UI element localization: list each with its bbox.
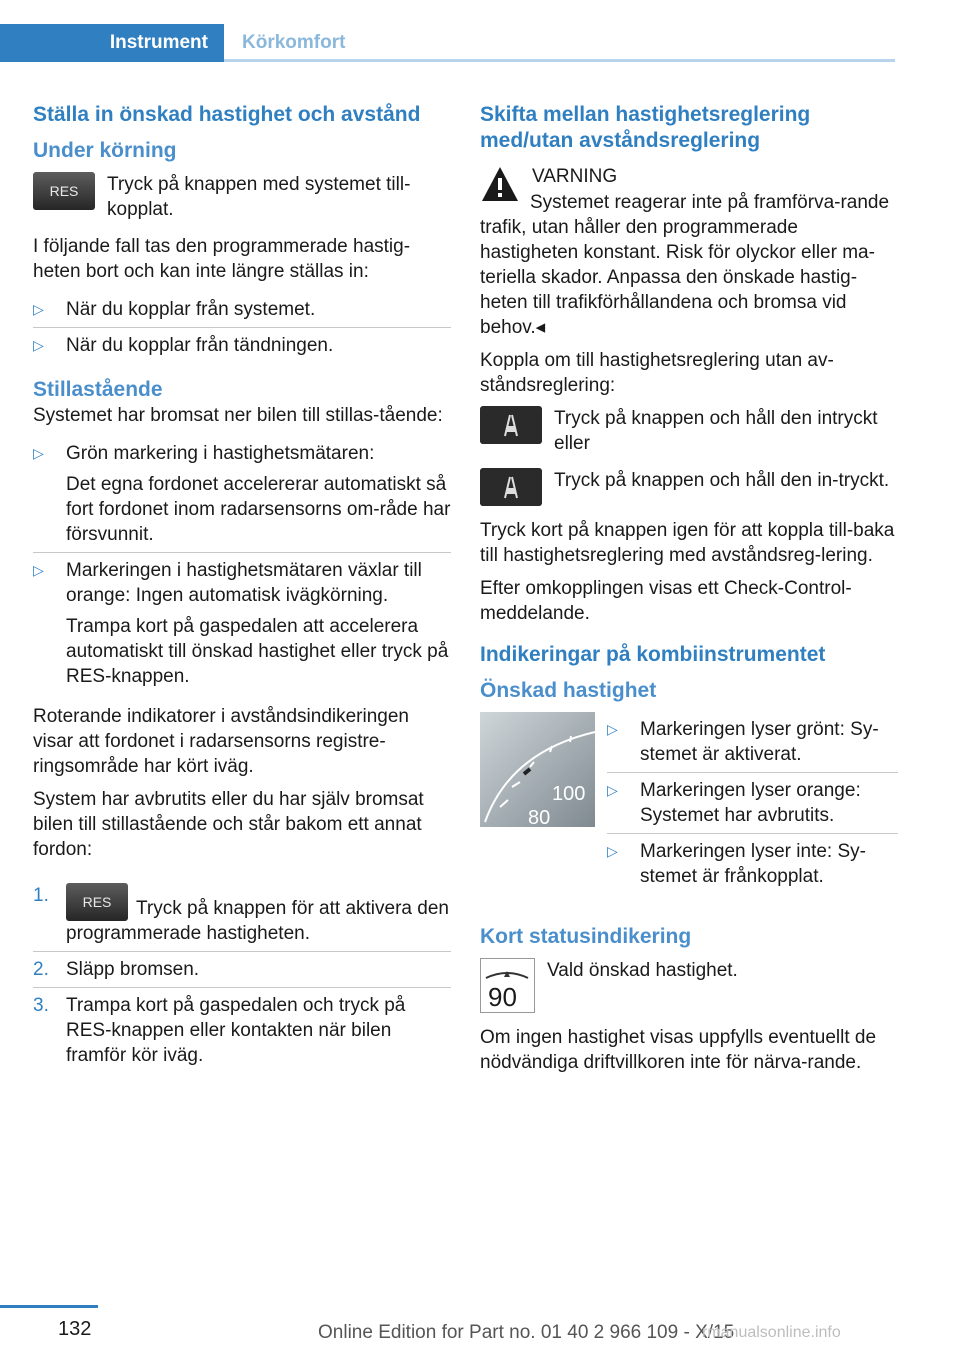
button-instruction-text: Tryck på knappen och håll den intryckt eller [554,408,878,454]
subsection-under-korning: Under körning [33,139,177,162]
bullet-list [33,436,451,694]
subsection-onskad-hastighet: Önskad hastighet [480,679,657,702]
numbered-list [33,878,451,1073]
list-item: ▷ När du kopplar från tändningen. [33,335,334,356]
header-tabs [0,24,895,62]
list-item: 2. Släpp bromsen. [33,952,451,988]
watermark: rmanualsonline.info [702,1324,841,1341]
paragraph: Efter omkopplingen visas ett Check-Control-meddelande. [480,578,852,624]
section-title: Ställa in önskad hastighet och avstånd [33,103,421,126]
paragraph: I följande fall tas den programmerade hastig-heten bort och kan inte längre ställas in: [33,236,411,282]
paragraph: Roterande indikatorer i avståndsindikeringen visar att fordonet i radarsensorns registre-ringsområde har kört iväg. [33,706,410,777]
button-instruction [480,406,898,456]
section-title: Skifta mellan hastighetsreglering med/utan avståndsreglering [480,103,811,152]
triangle-bullet-icon: ▷ [607,782,618,798]
list-item: 3. Trampa kort på gaspedalen och tryck på RES-knappen eller kontakten när bilen framför kör iväg. [33,995,406,1066]
button-instruction-text: Tryck på knappen och håll den in-tryckt. [554,470,890,491]
triangle-bullet-icon: ▷ [33,301,44,317]
triangle-bullet-icon: ▷ [607,721,618,737]
triangle-bullet-icon: ▷ [607,843,618,859]
subsection-kort-statusindikering: Kort statusindikering [480,925,692,948]
res-button-icon: RES [33,172,95,210]
tab-underline [224,59,895,62]
speedometer-image [480,712,595,827]
list-item: ▷ Markeringen i hastighetsmätaren växlar till orange: Ingen automatisk ivägkörning. Trampa kort på gaspedalen att accelerera automatiskt till önskad hastighet eller tryck på RES-knappen. [33,560,449,687]
page-number: 132 [58,1318,92,1340]
bullet-list [33,292,451,363]
list-item: ▷ Markeringen lyser orange: Systemet har avbrutits. [607,773,898,834]
status-indicator-icon [480,958,535,1013]
triangle-bullet-icon: ▷ [33,445,44,461]
section-title: Indikeringar på kombiinstrumentet [480,643,826,666]
status-speed-value: 90 [488,982,517,1012]
tab-korkomfort[interactable]: Körkomfort [242,32,346,53]
tab-instrument[interactable]: Instrument [0,24,224,62]
footer-accent-line [0,1305,98,1308]
status-block [480,958,898,1013]
list-item: ▷ Markeringen lyser grönt: Sy-stemet är aktiverat. [607,712,898,773]
res-instruction-text: Tryck på knappen med systemet till-kopplat. [107,174,411,220]
res-button-icon: RES [66,883,128,921]
speed-label-100: 100 [552,783,586,805]
button-instruction [480,468,898,506]
paragraph: System har avbrutits eller du har själv bromsat bilen till stillastående och står bakom ett annat fordon: [33,789,424,860]
warning-title: VARNING [532,166,618,187]
speedo-block [480,712,898,904]
paragraph: Koppla om till hastighetsreglering utan av-ståndsreglering: [480,350,834,396]
list-item: 1. RES Tryck på knappen för att aktivera den programmerade hastigheten. [33,878,451,952]
warning-icon [480,164,520,204]
status-text: Vald önskad hastighet. [547,960,738,981]
right-column [480,102,898,1083]
list-item: ▷ När du kopplar från systemet. [33,292,451,328]
triangle-bullet-icon: ▷ [33,337,44,353]
edition-text: Online Edition for Part no. 01 40 2 966 109 - X/15 [318,1322,735,1343]
paragraph: Tryck kort på knappen igen för att koppla till-baka till hastighetsreglering med avståndsreg-lering. [480,520,895,566]
paragraph: Om ingen hastighet visas uppfylls eventuellt de nödvändiga driftvillkoren inte för närva-rande. [480,1027,877,1073]
paragraph: Systemet har bromsat ner bilen till stillas-tående: [33,405,443,426]
triangle-bullet-icon: ▷ [33,562,44,578]
res-instruction [33,172,451,222]
lane-button-icon [480,468,542,506]
bullet-list [607,712,898,894]
lane-button-icon [480,406,542,444]
list-item: ▷ Grön markering i hastighetsmätaren: Det egna fordonet accelererar automatiskt så fort fordonet inom radarsensorns om-råde har försvunnit. [33,436,451,553]
list-item: ▷ Markeringen lyser inte: Sy-stemet är frånkopplat. [607,841,866,887]
speed-label-80: 80 [528,807,551,827]
warning-text: Systemet reagerar inte på framförva-rande trafik, utan håller den programmerade hastigheten konstant. Risk för olyckor eller ma-teriella skador. Anpassa den önskade hastig-heten till trafikförhållandena och bromsa vid behov.◂ [480,192,890,338]
left-column [33,102,451,1073]
subsection-stillastaende: Stillastående [33,378,163,401]
